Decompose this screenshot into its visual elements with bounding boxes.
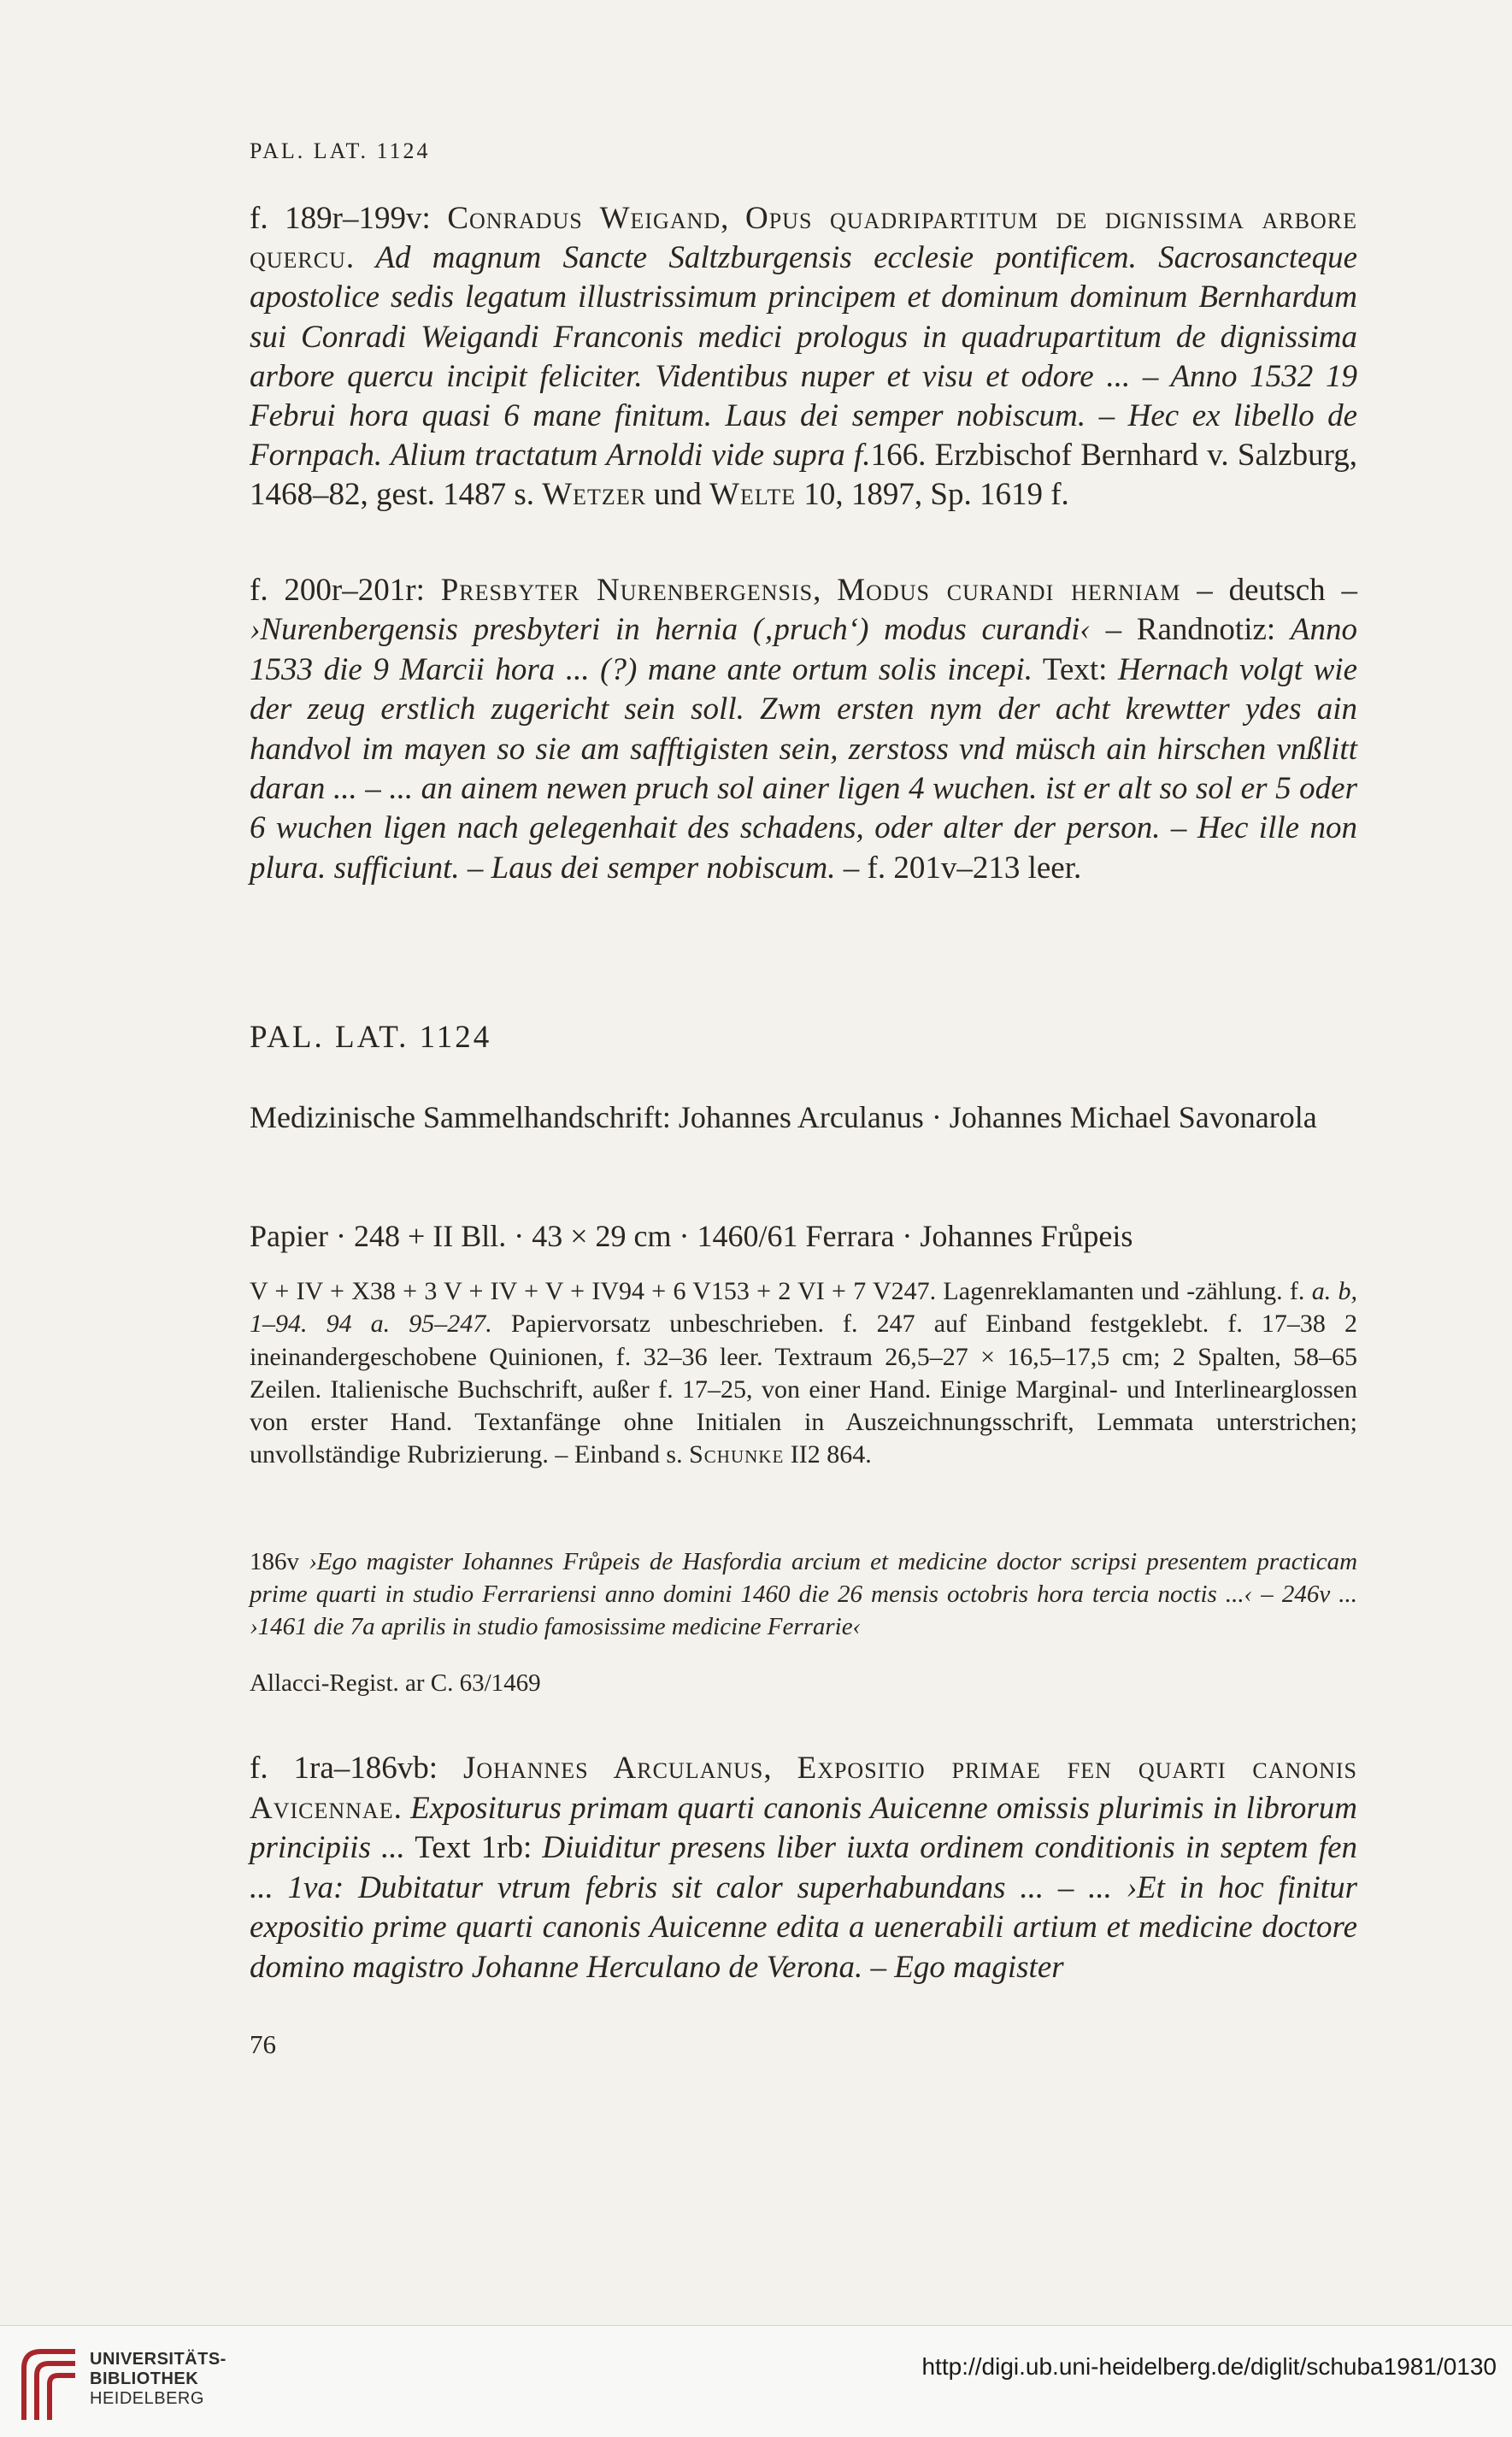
footer-bar	[0, 2325, 1512, 2437]
folio-ref: 186v	[250, 1548, 299, 1575]
scribe-colophon	[250, 1545, 1357, 1644]
library-line: HEIDELBERG	[90, 2389, 204, 2408]
ref-author: Schunke	[689, 1440, 785, 1469]
collation-text: Papiervorsatz unbeschrieben. f. 247 auf Einband festgeklebt. f. 17–38 2 ineinandergeschobene Quinionen, f. 32–36 leer. Textraum 26,5–27 × 16,5–17,5 cm; 2 Spalten, 58–65 Zeilen. Italienische Buchschrift, außer f. 17–25, von einer Hand. Einige Marginal- und Interlinearglossen von erster Hand. Textanfänge ohne Initialen in Auszeichnungsschrift, Lemmata unterstrichen; unvollständige Rubrizierung. – Einband s.	[250, 1310, 1358, 1469]
author-name: Johannes Arculanus	[463, 1751, 764, 1786]
ref-tail: 10, 1897, Sp. 1619 f.	[803, 477, 1069, 513]
incipit-text: ›Nurenbergensis presbyteri in hernia (‚pruch‘) modus curandi‹	[250, 612, 1091, 648]
collation-formula: V + IV + X38 + 3 V + IV + V + IV94 + 6 V153 + 2 VI + 7 V247.	[250, 1277, 937, 1305]
source-url-link[interactable]: http://digi.ub.uni-heidelberg.de/diglit/schuba1981/0130	[921, 2353, 1497, 2380]
entry-tail: – f. 201v–213 leer.	[843, 850, 1082, 886]
collation-italic: a. b, 1–94. 94 a. 95–247.	[250, 1277, 1357, 1339]
text-label: Text 1rb:	[415, 1830, 532, 1865]
library-line: BIBLIOTHEK	[90, 2369, 199, 2388]
collation-block	[250, 1275, 1357, 1472]
text-label: Text:	[1042, 651, 1108, 687]
language-note: – deutsch –	[1197, 573, 1358, 608]
work-title: Opus quadripartitum de dignissima arbore quercu	[250, 201, 1357, 276]
allacci-register: Allacci-Regist. ar C. 63/1469	[250, 1669, 541, 1697]
author-name: Conradus Weigand	[447, 201, 721, 236]
ref-author: Wetzer	[542, 477, 647, 513]
folio-ref: f. 189r–199v	[250, 201, 422, 236]
work-title: Modus curandi herniam	[837, 573, 1181, 608]
library-name	[90, 2350, 227, 2409]
entry-weigand: f. 189r–199v: Conradus Weigand, Opus quadripartitum de dignissima arbore quercu. Ad magnum Sancte Saltzburgensis ecclesie pontificem. Sacrosancteque apostolice sedis legatum illustrissimum principem et dominum dominum Bernhardum sui Conradi Weigandi Franconis medici prologus in quadrupartitum de dignissima arbore quercu incipit feliciter. Videntibus nuper et visu et odore ... – Anno 1532 19 Februi hora quasi 6 mane finitum. Laus dei semper nobiscum. – Hec ex libello de Fornpach. Alium tractatum Arnoldi vide supra f.166. Erzbischof Bernhard v. Salzburg, 1468–82, gest. 1487 s. Wetzer und Welte 10, 1897, Sp. 1619 f.	[250, 201, 1357, 513]
collation-text: Lagenreklamanten und -zählung. f.	[943, 1277, 1305, 1305]
text-content: Hernach volgt wie der zeug erstlich zugericht sein soll. Zwm ersten nym der acht krewtter ydes ain handvol im mayen so sie am safftigisten sein, zerstoss vnd müsch ain hirschen vnßlitt daran ... – ... an ainem newen pruch sol ainer ligen 4 wuchen. ist er alt so sol er 5 oder 6 wuchen ligen nach gelegenhait des schadens, oder alter der person. – Hec ille non plura. sufficiunt. – Laus dei semper nobiscum.	[250, 651, 1358, 886]
manuscript-title: Medizinische Sammelhandschrift: Johannes Arculanus · Johannes Michael Savonarola	[250, 1100, 1317, 1134]
running-head: PAL. LAT. 1124	[250, 138, 431, 163]
randnotiz-text: Anno 1533 die 9 Marcii hora ... (?) mane ante ortum solis incepi.	[250, 612, 1357, 687]
ref-conj: und	[654, 477, 702, 513]
entry-presbyter: f. 200r–201r: Presbyter Nurenbergensis, Modus curandi herniam – deutsch – ›Nurenbergensis presbyteri in hernia (‚pruch‘) modus curandi‹ – Randnotiz: Anno 1533 die 9 Marcii hora ... (?) mane ante ortum solis incepi. Text: Hernach volgt wie der zeug erstlich zugericht sein soll. Zwm ersten nym der acht krewtter ydes ain handvol im mayen so sie am safftigisten sein, zerstoss vnd müsch ain hirschen vnßlitt daran ... – ... an ainem newen pruch sol ainer ligen 4 wuchen. ist er alt so sol er 5 oder 6 wuchen ligen nach gelegenhait des schadens, oder alter der person. – Hec ille non plura. sufficiunt. – Laus dei semper nobiscum. – f. 201v–213 leer.	[250, 573, 1358, 886]
page-number: 76	[250, 2029, 276, 2059]
shelfmark-heading: PAL. LAT. 1124	[250, 1020, 492, 1055]
folio-ref: f. 1ra–186vb	[250, 1751, 429, 1786]
author-name: Presbyter Nurenbergensis	[440, 573, 814, 608]
entry-arculanus: f. 1ra–186vb: Johannes Arculanus, Expositio primae fen quarti canonis Avicennae. Expositurus primam quarti canonis Auicenne omissis plurimis in librorum principiis ... Text 1rb: Diuiditur presens liber iuxta ordinem conditionis in septem fen ... 1va: Dubitatur vtrum febris sit calor superhabundans ... – ... ›Et in hoc finitur expositio prime quarti canonis Auicenne edita a uenerabili artium et medicine doctore domino magistro Johanne Herculano de Verona. – Ego magister	[250, 1751, 1358, 1985]
physical-description: Papier · 248 + II Bll. · 43 × 29 cm · 1460/61 Ferrara · Johannes Frůpeis	[250, 1219, 1133, 1253]
randnotiz-label: – Randnotiz:	[1105, 612, 1276, 648]
folio-ref: f. 200r–201r	[250, 573, 416, 608]
library-line: UNIVERSITÄTS-	[90, 2350, 227, 2369]
ref-author: Welte	[709, 477, 797, 513]
reference-text: 166. Erzbischof Bernhard v. Salzburg, 1468–82, gest. 1487 s.	[250, 438, 1357, 513]
library-logo-icon	[15, 2343, 84, 2424]
text-content: Diuiditur presens liber iuxta ordinem conditionis in septem fen ... 1va: Dubitatur vtrum febris sit calor superhabundans ... – ... ›Et in hoc finitur expositio prime quarti canonis Auicenne edita a uenerabili artium et medicine doctore domino magistro Johanne Herculano de Verona. – Ego magister	[250, 1830, 1358, 1985]
ref-tail: II2 864.	[790, 1440, 872, 1469]
incipit-text: Expositurus primam quarti canonis Auicenne omissis plurimis in librorum principiis ...	[250, 1790, 1357, 1865]
incipit-text: Ad magnum Sancte Saltzburgensis ecclesie pontificem. Sacrosancteque apostolice sedis legatum illustrissimum principem et dominum dominum Bernhardum sui Conradi Weigandi Franconis medici prologus in quadrupartitum de dignissima arbore quercu incipit feliciter. Videntibus nuper et visu et odore ... – Anno 1532 19 Februi hora quasi 6 mane finitum. Laus dei semper nobiscum. – Hec ex libello de Fornpach. Alium tractatum Arnoldi vide supra f.	[250, 240, 1357, 474]
colophon-text: ›Ego magister Iohannes Frůpeis de Hasfordia arcium et medicine doctor scripsi presentem practicam prime quarti in studio Ferrariensi anno domini 1460 die 26 mensis octobris hora tercia noctis ...‹ – 246v ... ›1461 die 7a aprilis in studio famosissime medicine Ferrarie‹	[250, 1548, 1358, 1641]
work-title: Expositio primae fen quarti canonis Avicennae	[250, 1751, 1358, 1826]
